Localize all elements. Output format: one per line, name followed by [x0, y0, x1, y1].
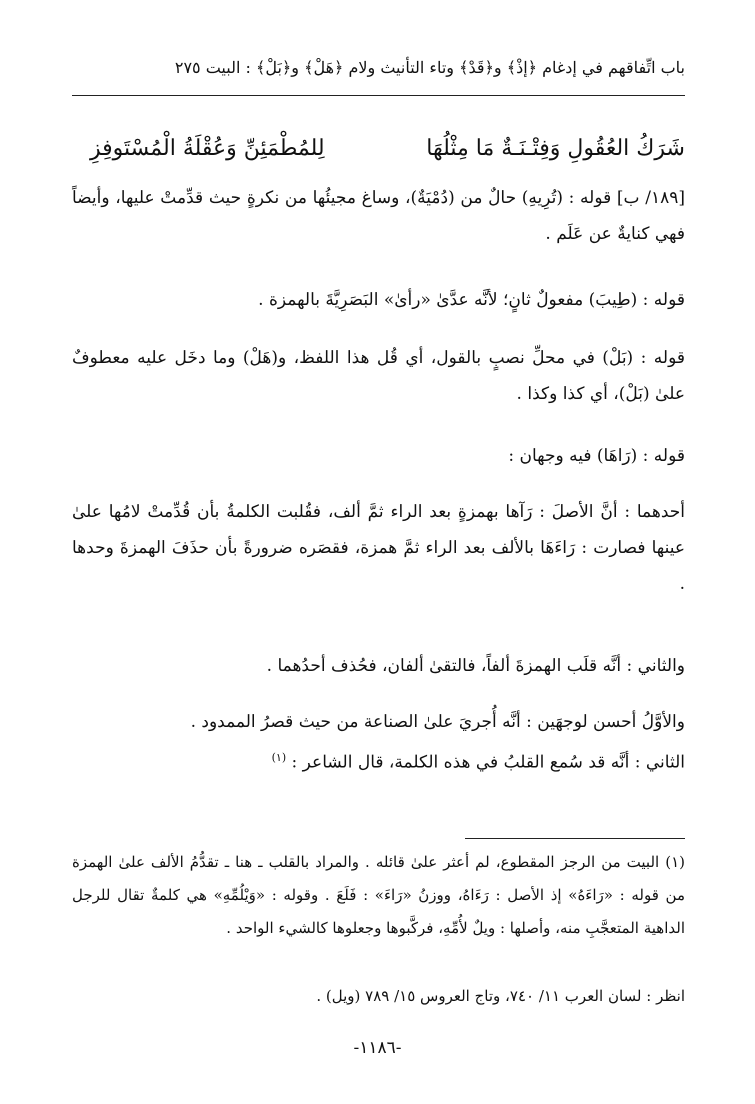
header-divider [72, 95, 685, 96]
verse-hemistich-first: شَرَكُ العُقُولِ وَفِتْـنَـةٌ مَا مِثْلُهَا [426, 136, 685, 161]
footnote-sources: انظر : لسان العرب ١١/ ٧٤٠، وتاج العروس ١٥/ ٧٨٩ (ويل) . [316, 987, 685, 1005]
paragraph-7b-text: الثاني : أنَّه قد سُمع القلبُ في هذه الكلمة، قال الشاعر : [291, 752, 685, 773]
poem-verse [90, 136, 685, 161]
footnote-1: (١) البيت من الرجز المقطوع، لم أعثر علىٰ قائله . والمراد بالقلب ـ هنا ـ تقدُّمُ الألف علىٰ الهمزة من قوله : «رَاءَهُ» إذ الأصل : رَءَاهُ، ووزنُ «رَاءَ» : فَلَعَ . وقوله : «وَيْلُمِّهِ» هي كلمةٌ تقال للرجل الداهية المتعجَّبِ منه، وأصلها : ويلٌ لأُمِّهِ، فركَّبوها وجعلوها كالشيء الواحد . [72, 853, 685, 937]
footnote-divider [465, 838, 685, 839]
verse-hemistich-second: لِلمُطْمَئِنِّ وَعُقْلَةُ الْمُسْتَوفِزِ [90, 136, 325, 161]
paragraph-1: [١٨٩/ ب] قوله : (تُرِيهِ) حالٌ من (دُمْيَةٌ)، وساغ مجيئُها من نكرةٍ حيث قدِّمتْ عليها، وأيضاً فهي كنايةٌ عن عَلَم . [72, 188, 685, 244]
paragraph-5: أحدهما : أنَّ الأصلَ : رَآها بهمزةٍ بعد الراء ثمَّ ألف، فقُلبت الكلمةُ بأن قُدِّمتْ لامُها علىٰ عينها فصارت : رَاءَهَا بالألف بعد الراء ثمَّ همزة، فقصَره ضرورةً بأن حذَفَ الهمزةَ وحدها . [72, 502, 685, 594]
footnote-reference: (١) [271, 751, 287, 764]
paragraph-7a: والأوَّلُ أحسن لوجهَين : أنَّه أُجريَ علىٰ الصناعة من حيث قصرُ الممدود . [190, 712, 685, 732]
paragraph-4: قوله : (رَاهَا) فيه وجهان : [508, 446, 685, 466]
running-header [72, 58, 685, 77]
page-number: -١١٨٦- [353, 1038, 402, 1058]
header-title: باب اتِّفاقهم في إدغام ﴿إذْ﴾ و﴿قَدْ﴾ وتاء التأنيث ولام ﴿هَلْ﴾ و﴿بَلْ﴾ : البيت ٢٧٥ [174, 58, 685, 77]
paragraph-3: قوله : (بَلْ) في محلِّ نصبٍ بالقول، أي قُل هذا اللفظ، و(هَلْ) وما دخَل عليه معطوفٌ علىٰ (بَلْ)، أي كذا وكذا . [72, 348, 685, 404]
paragraph-7b [72, 740, 685, 781]
paragraph-6: والثاني : أنَّه قلَب الهمزةَ ألفاً، فالتقىٰ ألفان، فحُذف أحدُهما . [266, 656, 685, 676]
paragraph-2: قوله : (طِيبَ) مفعولٌ ثانٍ؛ لأنَّه عدَّىٰ «رأىٰ» البَصَرِيَّةَ بالهمزة . [258, 290, 685, 310]
